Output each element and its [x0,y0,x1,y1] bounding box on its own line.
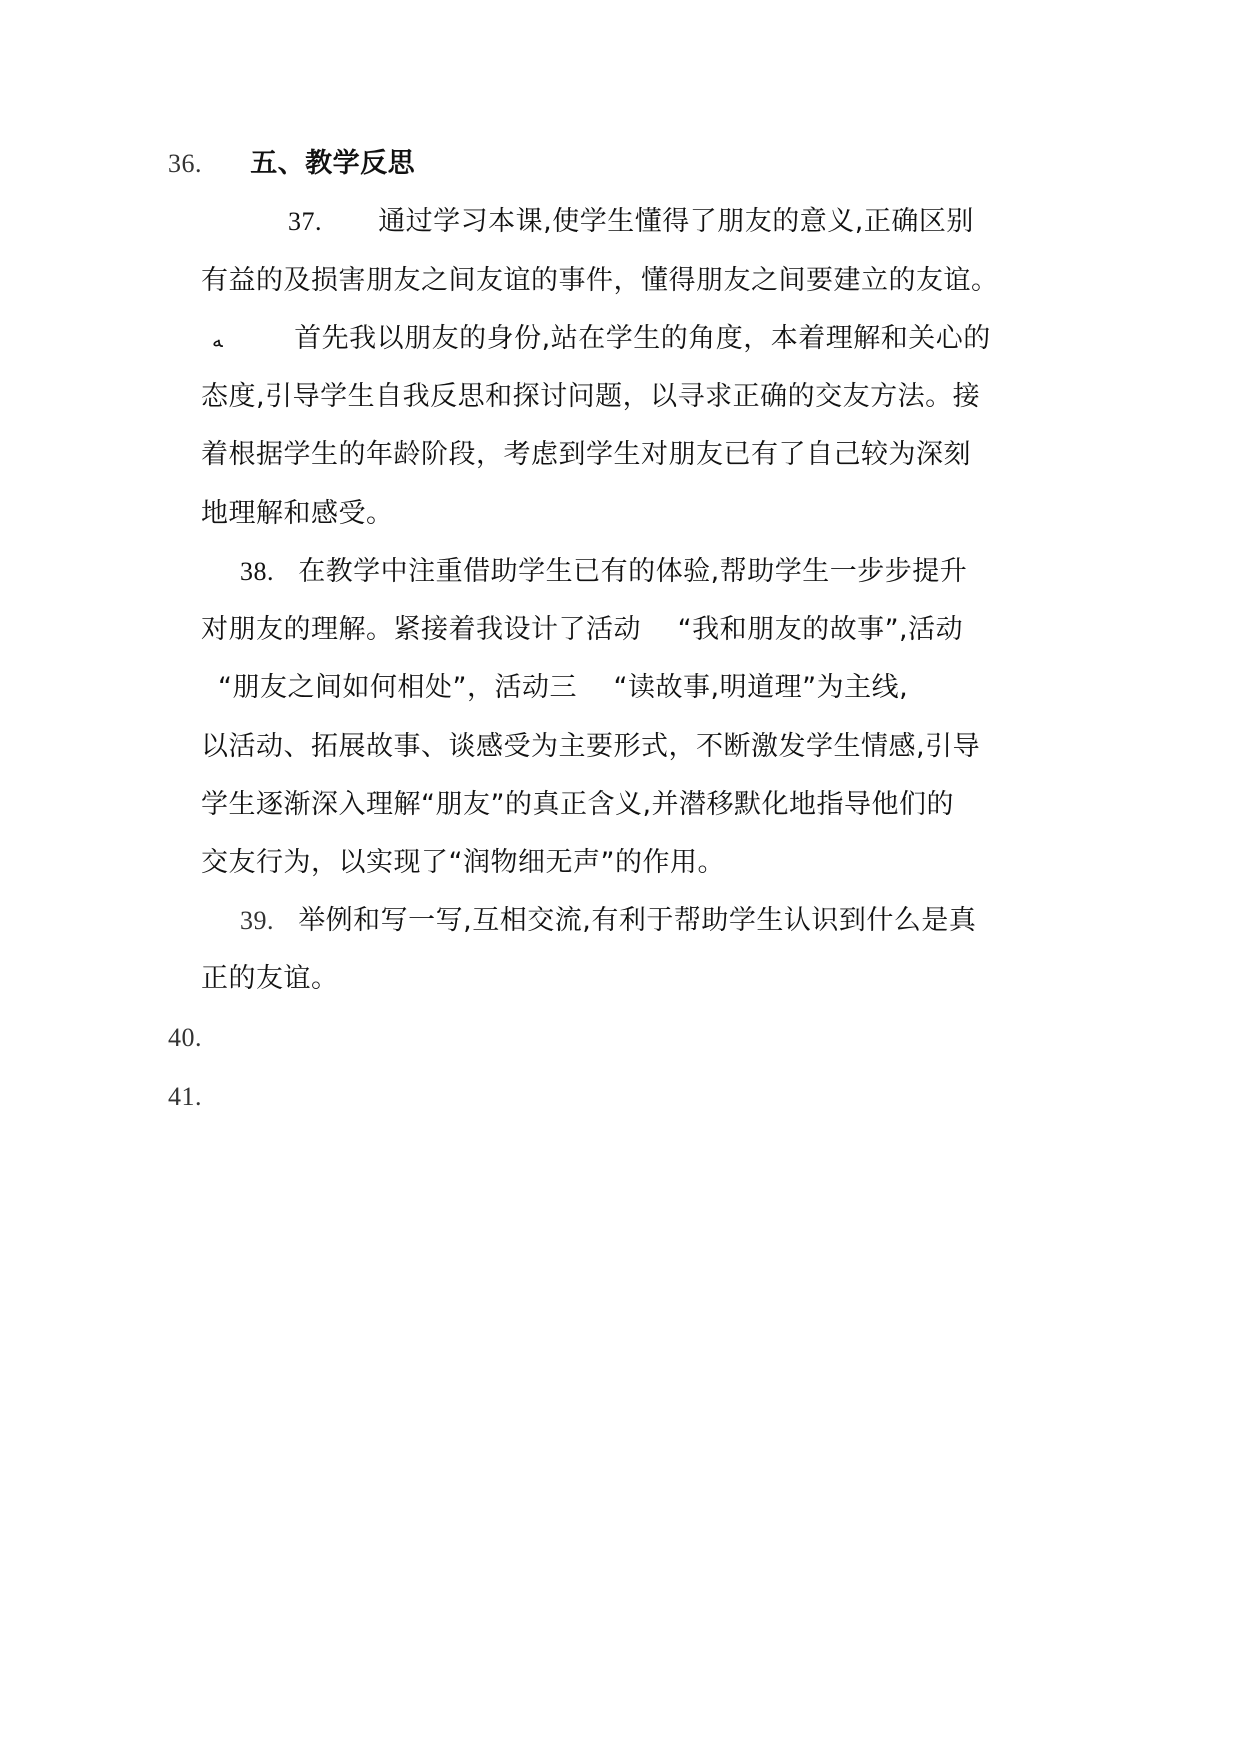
item-38-first-line [240,555,967,589]
paragraph-line: 态度,引导学生自我反思和探讨问题，以寻求正确的交友方法。接 [201,381,981,412]
paragraph-line: 首先我以朋友的身份,站在学生的角度，本着理解和关心的 [294,323,991,354]
paragraph-line: 着根据学生的年龄阶段，考虑到学生对朋友已有了自己较为深刻 [201,439,971,470]
paragraph-line: 通过学习本课,使学生懂得了朋友的意义,正确区别 [378,206,974,237]
paragraph-line: 在教学中注重借助学生已有的体验,帮助学生一步步提升 [298,556,968,587]
item-38-number: 38. [240,557,274,586]
item-40-number: 40. [168,1023,202,1052]
item-39-first-line [240,904,976,938]
item-41-number: 41. [168,1082,202,1111]
paragraph-line: 以活动、拓展故事、谈感受为主要形式，不断激发学生情感,引导 [201,731,981,762]
bullet-icon: ﻪ [212,328,223,352]
heading-text: 五、教学反思 [250,148,416,179]
paragraph-line: “朋友之间如何相处”，活动三 “读故事,明道理”为主线, [218,672,909,703]
paragraph-line: 交友行为，以实现了“润物细无声”的作用。 [201,847,725,878]
item-37-number: 37. [288,207,322,236]
section-heading [168,147,415,181]
item-37-bullet-line [212,322,991,357]
heading-number: 36. [168,149,202,178]
item-37-first-line [288,205,974,239]
paragraph-line: 举例和写一写,互相交流,有利于帮助学生认识到什么是真 [298,905,977,936]
paragraph-line: 学生逐渐深入理解“朋友”的真正含义,并潜移默化地指导他们的 [201,789,955,820]
item-39-number: 39. [240,906,274,935]
paragraph-line: 地理解和感受。 [201,498,394,529]
paragraph-line: 对朋友的理解。紧接着我设计了活动 “我和朋友的故事”,活动 [201,614,964,645]
paragraph-line: 正的友谊。 [201,963,339,994]
paragraph-line: 有益的及损害朋友之间友谊的事件，懂得朋友之间要建立的友谊。 [201,265,999,296]
